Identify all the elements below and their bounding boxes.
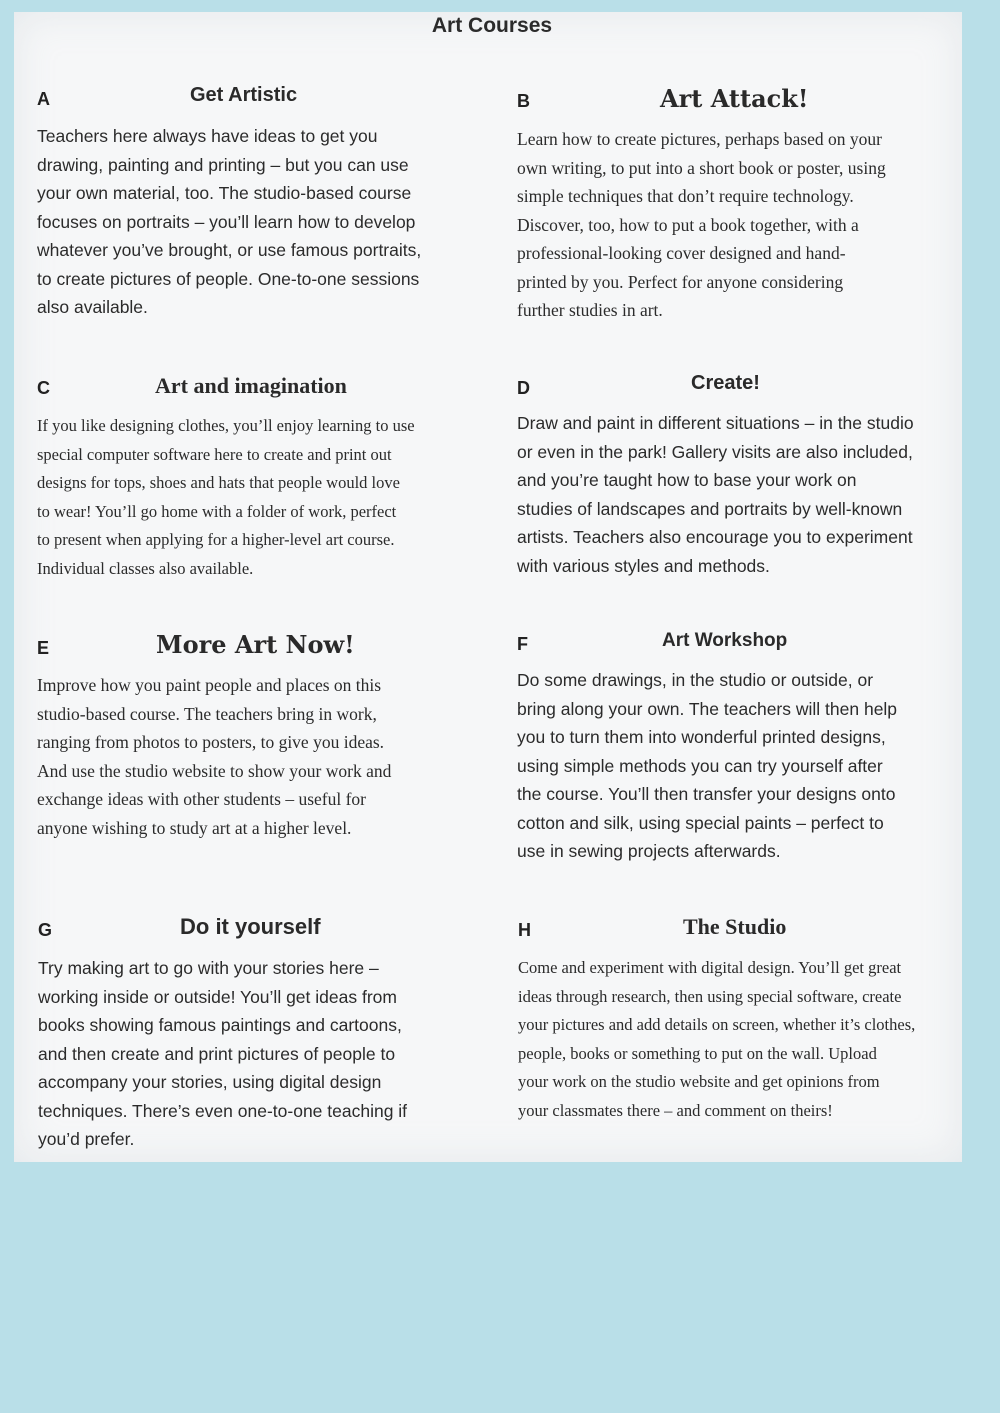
course-letter: G	[38, 920, 53, 940]
text-line: further studies in art.	[517, 300, 663, 320]
text-line: the course. You’ll then transfer your designs onto	[517, 784, 896, 804]
text-line: focuses on portraits – you’ll learn how to develop	[37, 211, 416, 232]
text-line: printed by you. Perfect for anyone considering	[517, 271, 844, 292]
text-line: exchange ideas with other students – useful for	[37, 789, 367, 809]
text-line: Teachers here always have ideas to get you	[37, 126, 378, 146]
course-letter: F	[517, 634, 528, 654]
text-line: simple techniques that don’t require technology.	[517, 186, 854, 206]
course-card-b	[517, 84, 957, 324]
text-line: studio-based course. The teachers bring in work,	[37, 703, 377, 724]
text-line: anyone wishing to study art at a higher level.	[37, 817, 352, 838]
text-line: you to turn them into wonderful printed designs,	[517, 727, 886, 747]
text-line: using simple methods you can try yourself after	[517, 755, 883, 776]
text-line: Learn how to create pictures, perhaps based on your	[517, 129, 882, 149]
course-heading: Create!	[691, 372, 760, 394]
text-line: your classmates there – and comment on theirs!	[518, 1100, 833, 1120]
text-line: drawing, painting and printing – but you can use	[37, 154, 409, 175]
course-letter: B	[517, 91, 530, 111]
text-line: Come and experiment with digital design. You’ll get great	[518, 958, 902, 977]
course-heading: The Studio	[683, 914, 787, 939]
page-title: Art Courses	[431, 14, 553, 37]
text-line: Individual classes also available.	[37, 558, 254, 578]
text-line: your pictures and add details on screen, whether it’s clothes,	[518, 1015, 916, 1034]
text-line: Draw and paint in different situations – in the studio	[517, 413, 914, 433]
text-line: to wear! You’ll go home with a folder of work, perfect	[37, 501, 397, 521]
course-card-c	[37, 373, 487, 593]
course-heading: Art Attack!	[660, 84, 809, 113]
text-line: studies of landscapes and portraits by well-known	[517, 498, 903, 519]
course-card-e	[37, 630, 487, 850]
course-card-a	[37, 84, 477, 324]
text-line: bring along your own. The teachers will then help	[517, 698, 898, 719]
course-description	[37, 671, 391, 842]
course-description	[38, 954, 407, 1154]
text-line: professional-looking cover designed and hand-	[517, 243, 846, 263]
text-line: And use the studio website to show your work and	[37, 760, 392, 781]
text-line: to create pictures of people. One-to-one sessions	[37, 268, 420, 289]
text-line: Improve how you paint people and places on this	[37, 675, 382, 695]
text-line: Try making art to go with your stories here –	[38, 958, 379, 978]
course-description	[37, 412, 415, 583]
text-line: whatever you’ve brought, or use famous portraits,	[37, 240, 422, 260]
course-letter: A	[37, 89, 50, 109]
text-line: ideas through research, then using special software, create	[518, 986, 902, 1006]
course-card-h	[518, 914, 958, 1134]
text-line: accompany your stories, using digital design	[38, 1072, 382, 1092]
text-line: also available.	[37, 297, 148, 317]
text-line: cotton and silk, using special paints – perfect to	[517, 812, 884, 833]
text-line: your own material, too. The studio-based course	[37, 183, 412, 203]
text-line: use in sewing projects afterwards.	[517, 841, 781, 861]
course-description	[517, 666, 897, 866]
text-line: Do some drawings, in the studio or outside, or	[517, 670, 874, 690]
course-letter: E	[37, 638, 50, 658]
text-line: books showing famous paintings and cartoons,	[38, 1015, 402, 1035]
text-line: own writing, to put into a short book or poster, using	[517, 157, 886, 178]
course-heading: Art and imagination	[155, 373, 347, 398]
text-line: and then create and print pictures of people to	[38, 1043, 396, 1064]
text-line: and you’re taught how to base your work on	[517, 470, 857, 490]
course-letter: C	[37, 378, 50, 398]
course-letter: D	[517, 378, 530, 398]
course-description	[37, 122, 421, 322]
text-line: artists. Teachers also encourage you to experiment	[517, 527, 913, 547]
text-line: your work on the studio website and get opinions from	[518, 1072, 880, 1091]
text-line: Discover, too, how to put a book together, with a	[517, 214, 859, 235]
text-line: techniques. There’s even one-to-one teaching if	[38, 1100, 408, 1121]
course-card-f	[517, 630, 957, 870]
course-description	[517, 409, 914, 580]
text-line: people, books or something to put on the wall. Upload	[518, 1043, 877, 1063]
course-description	[517, 125, 886, 325]
course-card-g	[38, 914, 488, 1154]
course-letter: H	[518, 920, 531, 940]
course-card-d	[517, 372, 957, 592]
course-heading: Get Artistic	[190, 84, 298, 106]
course-description	[518, 954, 915, 1125]
text-line: If you like designing clothes, you’ll enjoy learning to use	[37, 416, 415, 435]
text-line: or even in the park! Gallery visits are also included,	[517, 441, 913, 462]
text-line: with various styles and methods.	[517, 555, 770, 576]
text-line: designs for tops, shoes and hats that people would love	[37, 473, 400, 492]
course-heading: Art Workshop	[662, 630, 788, 651]
course-heading: Do it yourself	[180, 914, 321, 939]
course-heading: More Art Now!	[156, 630, 355, 659]
text-line: you’d prefer.	[38, 1129, 135, 1149]
text-line: ranging from photos to posters, to give you ideas.	[37, 732, 385, 752]
text-line: special computer software here to create and print out	[37, 444, 392, 464]
text-line: working inside or outside! You’ll get ideas from	[38, 986, 397, 1007]
text-line: to present when applying for a higher-level art course.	[37, 530, 395, 549]
